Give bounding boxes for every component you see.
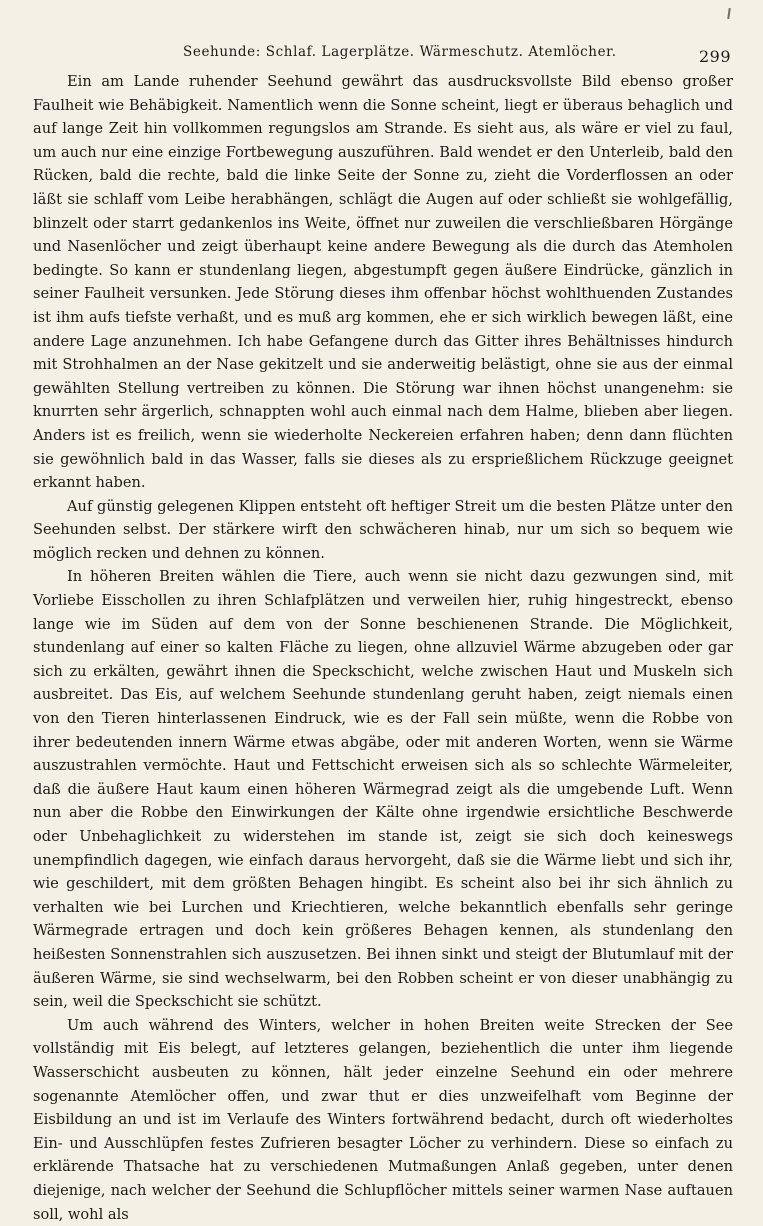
ink-speck-mark xyxy=(727,8,731,19)
page-header xyxy=(33,38,733,68)
running-head: Seehunde: Schlaf. Lagerplätze. Wärmeschutz. Atemlöcher. xyxy=(183,44,617,60)
paragraph: Um auch während des Winters, welcher in hohen Breiten weite Strecken der See vollständig mit Eis belegt, auf letzteres gelangen, beziehentlich die unter ihm liegende Wasserschicht ausbeuten zu können, hält jeder einzelne Seehund ein oder mehrere sogenannte Atemlöcher offen, und zwar thut er dies unzweifelhaft vom Beginne der Eisbildung an und ist im Verlaufe des Winters fortwährend bedacht, durch oft wiederholtes Ein- und Ausschlüpfen festes Zufrieren besagter Löcher zu verhindern. Diese so einfach zu erklärende Thatsache hat zu verschiedenen Mutmaßungen Anlaß gegeben, unter denen diejenige, nach welcher der Seehund die Schlupflöcher mittels seiner warmen Nase auftauen soll, wohl als xyxy=(33,1016,733,1223)
body-text xyxy=(33,70,733,1226)
page-number: 299 xyxy=(698,47,731,66)
paragraph: In höheren Breiten wählen die Tiere, auch wenn sie nicht dazu gezwungen sind, mit Vorliebe Eisschollen zu ihren Schlafplätzen und verweilen hier, ruhig hingestreckt, ebenso lange wie im Süden auf dem von der Sonne beschienenen Strande. Die Möglichkeit, stundenlang auf einer so kalten Fläche zu liegen, ohne allzuviel Wärme abzugeben oder gar sich zu erkälten, gewährt ihnen die Speckschicht, welche zwischen Haut und Muskeln sich ausbreitet. Das Eis, auf welchem Seehunde stundenlang geruht haben, zeigt niemals einen von den Tieren hinterlassenen Eindruck, wie es der Fall sein müßte, wenn die Robbe von ihrer bedeutenden innern Wärme etwas abgäbe, oder mit anderen Worten, wenn sie Wärme auszustrahlen vermöchte. Haut und Fettschicht erweisen sich als so schlechte Wärmeleiter, daß die äußere Haut kaum einen höheren Wärmegrad zeigt als die umgebende Luft. Wenn nun aber die Robbe den Einwirkungen der Kälte ohne irgendwie ersichtliche Beschwerde oder Unbehaglichkeit zu widerstehen im stande ist, zeigt sie sich doch keineswegs unempfindlich dagegen, wie einfach daraus hervorgeht, daß sie die Wärme liebt und sich ihr, wie geschildert, mit dem größten Behagen hingibt. Es scheint also bei ihr sich ähnlich zu verhalten wie bei Lurchen und Kriechtieren, welche bekanntlich ebenfalls sehr geringe Wärmegrade ertragen und doch kein größeres Behagen kennen, als stundenlang den heißesten Sonnenstrahlen sich auszusetzen. Bei ihnen sinkt und steigt der Blutumlauf mit der äußeren Wärme, sie sind wechselwarm, bei den Robben scheint er von dieser unabhängig zu sein, weil die Speckschicht sie schützt. xyxy=(33,568,733,1011)
paragraph: Auf günstig gelegenen Klippen entsteht oft heftiger Streit um die besten Plätze unter den Seehunden selbst. Der stärkere wirft den schwächeren hinab, nur um sich so bequem wie möglich recken und dehnen zu können. xyxy=(33,497,733,562)
paragraph: Ein am Lande ruhender Seehund gewährt das ausdrucksvollste Bild ebenso großer Faulheit wie Behäbigkeit. Namentlich wenn die Sonne scheint, liegt er überaus behaglich und auf lange Zeit hin vollkommen regungslos am Strande. Es sieht aus, als wäre er viel zu faul, um auch nur eine einzige Fortbewegung auszuführen. Bald wendet er den Unterleib, bald den Rücken, bald die rechte, bald die linke Seite der Sonne zu, zieht die Vorderflossen an oder läßt sie schlaff vom Leibe herabhängen, schlägt die Augen auf oder schließt sie wohlgefällig, blinzelt oder starrt gedankenlos ins Weite, öffnet nur zuweilen die verschließbaren Hörgänge und Nasenlöcher und zeigt überhaupt keine andere Bewegung als die durch das Atemholen bedingte. So kann er stundenlang liegen, abgestumpft gegen äußere Eindrücke, gänzlich in seiner Faulheit versunken. Jede Störung dieses ihm offenbar höchst wohlthuenden Zustandes ist ihm aufs tiefste verhaßt, und es muß arg kommen, ehe er sich wirklich bewegen läßt, eine andere Lage anzunehmen. Ich habe Gefangene durch das Gitter ihres Behältnisses hindurch mit Strohhalmen an der Nase gekitzelt und sie anderweitig belästigt, ohne sie aus der einmal gewählten Stellung vertreiben zu können. Die Störung war ihnen höchst unangenehm: sie knurrten sehr ärgerlich, schnappten wohl auch einmal nach dem Halme, blieben aber liegen. Anders ist es freilich, wenn sie wiederholte Neckereien erfahren haben; denn dann flüchten sie gewöhnlich bald in das Wasser, falls sie dieses als zu ersprießlichem Rückzuge geeignet erkannt haben. xyxy=(33,73,733,492)
